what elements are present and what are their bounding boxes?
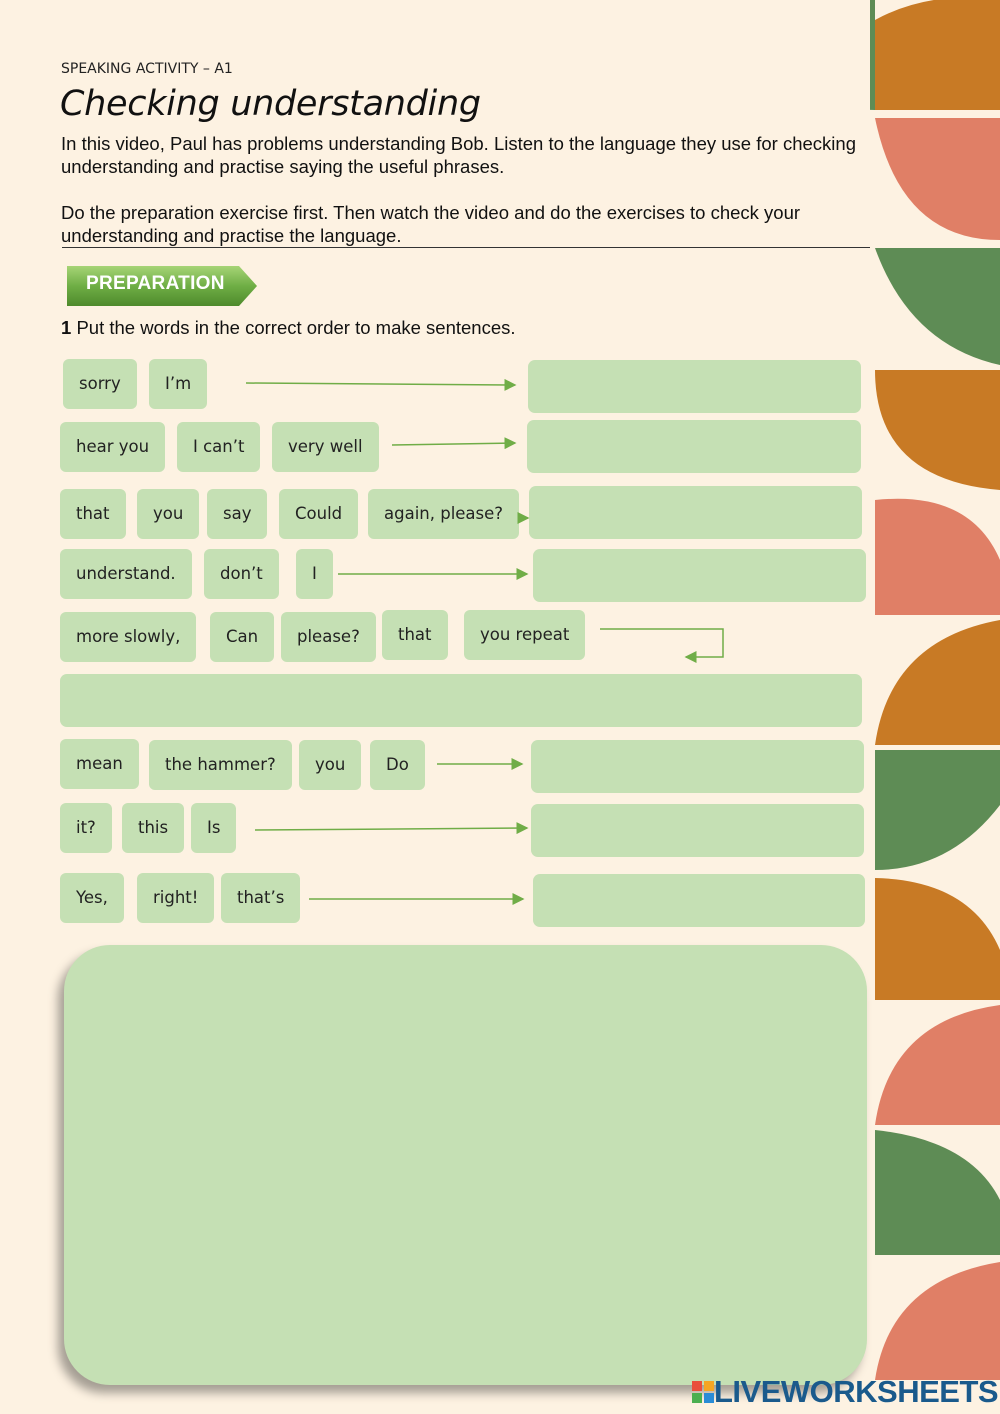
- exercise-instruction-text: Put the words in the correct order to make sentences.: [76, 317, 516, 338]
- answer-box-4[interactable]: [533, 549, 866, 602]
- word-chip[interactable]: again, please?: [368, 489, 519, 539]
- section-label: PREPARATION: [86, 273, 225, 294]
- video-placeholder-box: [64, 945, 867, 1385]
- word-chip[interactable]: you: [137, 489, 199, 539]
- answer-box-7[interactable]: [531, 804, 864, 857]
- answer-box-8[interactable]: [533, 874, 865, 927]
- word-chip[interactable]: this: [122, 803, 184, 853]
- word-chip[interactable]: that’s: [221, 873, 300, 923]
- word-chip[interactable]: more slowly,: [60, 612, 196, 662]
- word-chip[interactable]: Can: [210, 612, 274, 662]
- word-chip[interactable]: say: [207, 489, 267, 539]
- answer-box-5[interactable]: [60, 674, 862, 727]
- logo-mark-icon: [692, 1381, 714, 1403]
- arrow-1: [246, 383, 515, 385]
- word-chip[interactable]: hear you: [60, 422, 165, 472]
- word-chip[interactable]: the hammer?: [149, 740, 292, 790]
- exercise-instruction: [61, 317, 516, 339]
- answer-box-3[interactable]: [529, 486, 862, 539]
- word-chip[interactable]: Is: [191, 803, 236, 853]
- decorative-leaf-pattern: [870, 0, 1000, 1414]
- arrow-7: [255, 828, 527, 830]
- word-chip[interactable]: Yes,: [60, 873, 124, 923]
- word-chip[interactable]: please?: [281, 612, 376, 662]
- liveworksheets-logo: [692, 1374, 998, 1410]
- answer-box-6[interactable]: [531, 740, 864, 793]
- word-chip[interactable]: it?: [60, 803, 112, 853]
- word-chip[interactable]: very well: [272, 422, 379, 472]
- word-chip[interactable]: sorry: [63, 359, 137, 409]
- activity-kicker: SPEAKING ACTIVITY – A1: [61, 61, 233, 77]
- logo-text: LIVEWORKSHEETS: [714, 1374, 999, 1409]
- word-chip[interactable]: mean: [60, 739, 139, 789]
- arrow-2: [392, 443, 515, 445]
- word-chip[interactable]: I can’t: [177, 422, 260, 472]
- word-chip[interactable]: that: [382, 610, 448, 660]
- intro-paragraph: In this video, Paul has problems understanding Bob. Listen to the language they use for checking understanding and practise saying the useful phrases.: [61, 133, 856, 177]
- word-chip[interactable]: Could: [279, 489, 358, 539]
- word-chip[interactable]: you: [299, 740, 361, 790]
- divider: [62, 247, 870, 248]
- word-chip[interactable]: understand.: [60, 549, 192, 599]
- exercise-number: 1: [61, 317, 72, 338]
- word-chip[interactable]: I’m: [149, 359, 207, 409]
- arrow-5: [600, 629, 723, 657]
- page-title: Checking understanding: [60, 84, 481, 124]
- word-chip[interactable]: don’t: [204, 549, 279, 599]
- word-chip[interactable]: you repeat: [464, 610, 585, 660]
- instructions-paragraph: Do the preparation exercise first. Then watch the video and do the exercises to check your understanding and practise the language.: [61, 202, 801, 246]
- answer-box-1[interactable]: [528, 360, 861, 413]
- answer-box-2[interactable]: [527, 420, 861, 473]
- word-chip[interactable]: Do: [370, 740, 425, 790]
- word-chip[interactable]: I: [296, 549, 333, 599]
- word-chip[interactable]: that: [60, 489, 126, 539]
- word-chip[interactable]: right!: [137, 873, 214, 923]
